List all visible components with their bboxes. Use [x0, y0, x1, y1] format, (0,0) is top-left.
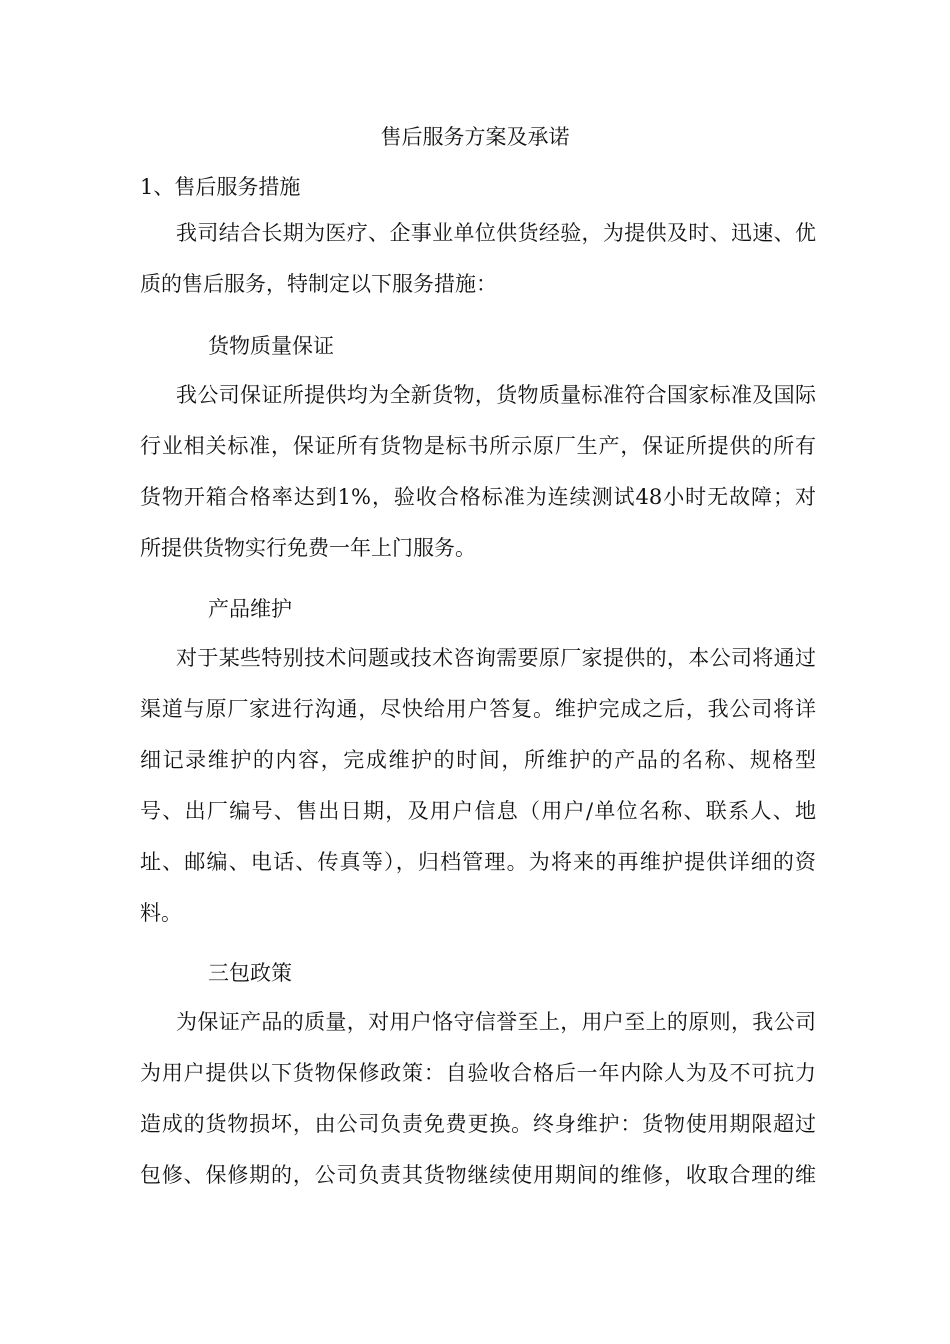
warranty-line-2: 为用户提供以下货物保修政策：自验收合格后一年内除人为及不可抗力	[140, 1061, 816, 1085]
maintenance-line-5: 址、邮编、电话、传真等），归档管理。为将来的再维护提供详细的资	[140, 850, 816, 874]
warranty-line-4: 包修、保修期的，公司负责其货物继续使用期间的维修，收取合理的维	[140, 1163, 816, 1187]
maintenance-line-3: 细记录维护的内容，完成维护的时间，所维护的产品的名称、规格型	[140, 748, 816, 772]
intro-line-1: 我司结合长期为医疗、企事业单位供货经验，为提供及时、迅速、优	[176, 221, 816, 245]
quality-line-4: 所提供货物实行免费一年上门服务。	[140, 536, 476, 560]
quality-line-3: 货物开箱合格率达到1%，验收合格标准为连续测试48小时无故障；对	[140, 485, 816, 509]
warranty-line-3: 造成的货物损坏，由公司负责免费更换。终身维护：货物使用期限超过	[140, 1112, 816, 1136]
section-heading: 1、售后服务措施	[140, 175, 301, 199]
quality-line-1: 我公司保证所提供均为全新货物，货物质量标准符合国家标准及国际	[176, 383, 816, 407]
warranty-line-1: 为保证产品的质量，对用户恪守信誉至上，用户至上的原则，我公司	[176, 1010, 816, 1034]
maintenance-line-1: 对于某些特别技术问题或技术咨询需要原厂家提供的，本公司将通过	[176, 646, 816, 670]
maintenance-line-6: 料。	[140, 901, 182, 925]
intro-line-2: 质的售后服务，特制定以下服务措施：	[140, 272, 497, 296]
maintenance-line-2: 渠道与原厂家进行沟通，尽快给用户答复。维护完成之后，我公司将详	[140, 697, 816, 721]
maintenance-line-4: 号、出厂编号、售出日期，及用户信息（用户/单位名称、联系人、地	[140, 799, 816, 823]
subsection-heading-warranty: 三包政策	[208, 961, 292, 985]
subsection-heading-quality: 货物质量保证	[208, 334, 334, 358]
subsection-heading-maintenance: 产品维护	[208, 597, 292, 621]
document-title: 售后服务方案及承诺	[380, 125, 570, 149]
quality-line-2: 行业相关标准，保证所有货物是标书所示原厂生产，保证所提供的所有	[140, 434, 816, 458]
